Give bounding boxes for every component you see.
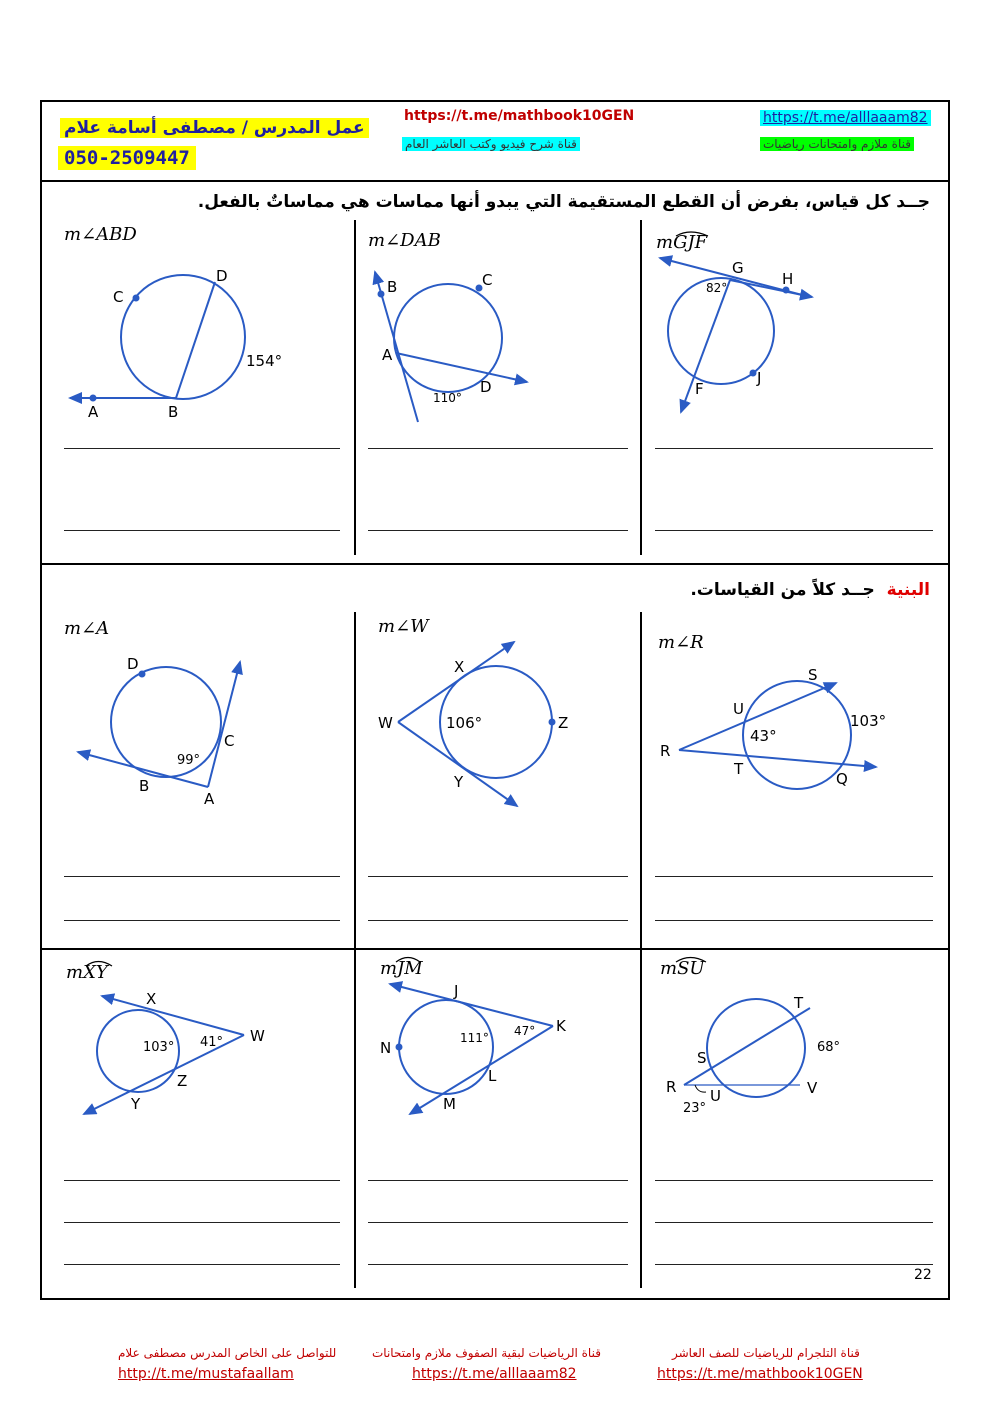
point-label: G xyxy=(732,259,744,277)
point-label: D xyxy=(127,655,139,673)
problem-label: m∠A xyxy=(64,618,110,639)
point-label: R xyxy=(660,742,671,760)
problem-label: mGJF xyxy=(656,232,708,253)
right-subtitle: قناة ملازم وامتحانات رياضيات xyxy=(760,137,914,151)
point-label: Z xyxy=(177,1072,188,1090)
arc-value: 82° xyxy=(706,281,728,295)
problem-label: mJM xyxy=(380,958,423,979)
problem-label: m∠W xyxy=(378,616,429,637)
point-label: B xyxy=(387,278,398,296)
arc-value: 68° xyxy=(817,1040,841,1055)
point-label: X xyxy=(454,658,465,676)
answer-line[interactable] xyxy=(655,530,933,531)
point-label: Y xyxy=(454,773,464,791)
point-label: N xyxy=(380,1039,392,1057)
answer-line[interactable] xyxy=(368,876,628,877)
angle-value: 23° xyxy=(683,1101,707,1116)
footer-text: قناة الرياضيات لبقية الصفوف ملازم وامتحانات xyxy=(372,1346,601,1360)
answer-line[interactable] xyxy=(368,1180,628,1181)
point-label: W xyxy=(378,714,393,732)
arc-value: 111° xyxy=(460,1031,489,1045)
point-label: H xyxy=(782,270,794,288)
answer-line[interactable] xyxy=(655,1264,933,1265)
footer-link[interactable]: https://t.me/alllaaam82 xyxy=(412,1366,577,1382)
center-link[interactable]: https://t.me/mathbook10GEN xyxy=(404,108,635,124)
point-label: V xyxy=(807,1079,818,1097)
page-number: 22 xyxy=(914,1267,932,1283)
point-label: F xyxy=(695,380,704,398)
answer-line[interactable] xyxy=(655,448,933,449)
problem-label: m∠ABD xyxy=(64,224,137,245)
teacher-name: عمل المدرس / مصطفى أسامة علام xyxy=(60,118,369,138)
point-label: R xyxy=(666,1078,677,1096)
point-label: S xyxy=(697,1049,707,1067)
point-label: D xyxy=(216,267,228,285)
arc-value: 103° xyxy=(850,712,887,730)
angle-value: 41° xyxy=(200,1035,224,1050)
point-label: A xyxy=(204,790,215,808)
problem-label: mSU xyxy=(660,958,705,979)
problem-label: mXY xyxy=(66,962,108,983)
answer-line[interactable] xyxy=(368,920,628,921)
point-label: L xyxy=(488,1067,497,1085)
teacher-phone: 050-2509447 xyxy=(58,146,196,170)
problem-label: m∠DAB xyxy=(368,230,441,251)
footer-text: قناة التلجرام للرياضيات للصف العاشر xyxy=(672,1346,860,1360)
point-label: J xyxy=(757,369,762,387)
point-label: X xyxy=(146,990,157,1008)
section2-text: جــد كلاً من القياسات. xyxy=(690,580,875,600)
point-label: W xyxy=(250,1027,265,1045)
point-label: A xyxy=(382,346,393,364)
arc-value: 110° xyxy=(433,391,462,405)
arc-value: 154° xyxy=(246,352,283,370)
answer-line[interactable] xyxy=(64,920,340,921)
point-label: B xyxy=(168,403,179,421)
point-label: Z xyxy=(558,714,569,732)
section2-title: البنية xyxy=(886,580,930,600)
point-label: U xyxy=(733,700,744,718)
answer-line[interactable] xyxy=(368,1264,628,1265)
point-label: C xyxy=(224,732,235,750)
point-label: M xyxy=(443,1095,456,1113)
point-label: T xyxy=(734,760,744,778)
answer-line[interactable] xyxy=(368,1222,628,1223)
point-label: A xyxy=(88,403,99,421)
answer-line[interactable] xyxy=(64,876,340,877)
point-label: J xyxy=(454,982,459,1000)
footer-link[interactable]: https://t.me/mathbook10GEN xyxy=(657,1366,863,1382)
footer-text: للتواصل على الخاص المدرس مصطفى علام xyxy=(118,1346,337,1360)
point-label: C xyxy=(113,288,124,306)
answer-line[interactable] xyxy=(655,1222,933,1223)
point-label: U xyxy=(710,1087,721,1105)
point-label: B xyxy=(139,777,150,795)
answer-line[interactable] xyxy=(64,1264,340,1265)
point-label: D xyxy=(480,378,492,396)
answer-line[interactable] xyxy=(368,448,628,449)
center-subtitle: قناة شرح فيديو وكتب العاشر العام xyxy=(402,137,580,151)
section1-instruction: جــد كل قياس، بفرض أن القطع المستقيمة التي يبدو أنها مماسات هي مماساتٌ بالفعل. xyxy=(197,192,930,212)
point-label: K xyxy=(556,1017,566,1035)
footer-link[interactable]: http://t.me/mustafaallam xyxy=(118,1366,294,1382)
answer-line[interactable] xyxy=(64,1222,340,1223)
angle-value: 43° xyxy=(750,727,777,745)
point-label: C xyxy=(482,271,493,289)
point-label: Q xyxy=(836,770,848,788)
point-label: S xyxy=(808,666,818,684)
arc-value: 99° xyxy=(177,753,201,768)
answer-line[interactable] xyxy=(64,448,340,449)
right-link[interactable]: https://t.me/alllaaam82 xyxy=(760,110,931,126)
point-label: Y xyxy=(131,1095,141,1113)
angle-value: 47° xyxy=(514,1024,536,1038)
arc-value: 103° xyxy=(143,1040,175,1055)
answer-line[interactable] xyxy=(655,876,933,877)
point-label: T xyxy=(794,994,804,1012)
answer-line[interactable] xyxy=(655,1180,933,1181)
problem-label: m∠R xyxy=(658,632,704,653)
answer-line[interactable] xyxy=(64,1180,340,1181)
arc-value: 106° xyxy=(446,714,483,732)
answer-line[interactable] xyxy=(64,530,340,531)
answer-line[interactable] xyxy=(368,530,628,531)
answer-line[interactable] xyxy=(655,920,933,921)
